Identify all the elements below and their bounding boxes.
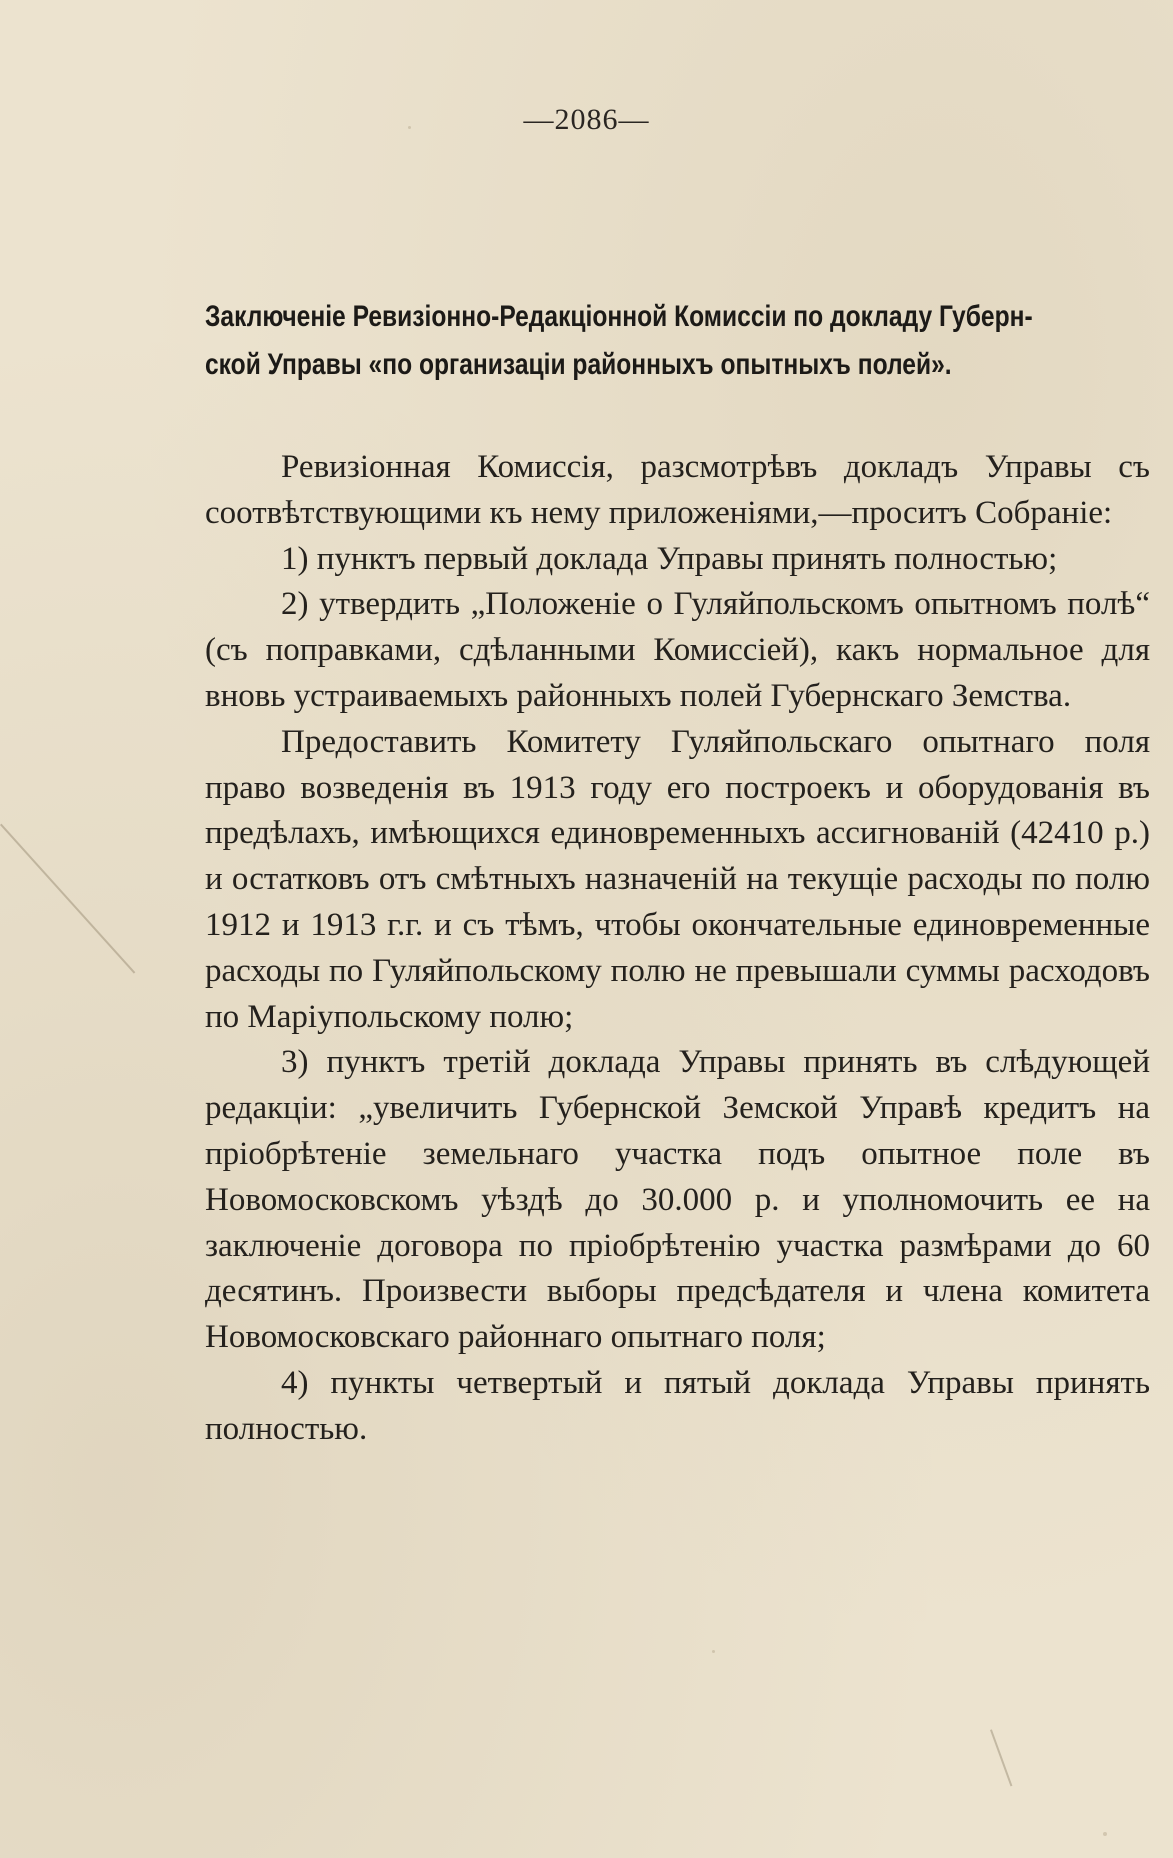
paper-speck xyxy=(712,1650,715,1653)
paper-crease xyxy=(990,1729,1012,1786)
item-2-paragraph: 2) утвердить „Положеніе о Гуляйпольскомъ опытномъ полѣ“ (съ поправками, сдѣланными Комиссіей), какъ нормальное для вновь устраиваемыхъ районныхъ полей Губернскаго Земства. xyxy=(205,586,1150,714)
paper-speck xyxy=(1103,1832,1107,1836)
page-number: —2086— xyxy=(523,103,650,136)
heading-line: Заключеніе Ревизіонно-Редакціонной Комиссіи по докладу Губерн- xyxy=(205,300,1033,333)
item-3-paragraph: 3) пунктъ третій доклада Управы принять въ слѣдующей редакціи: „увеличить Губернской Земской Управѣ кредитъ на пріобрѣтеніе земельнаго участка подъ опытное поле въ Новомосковскомъ уѣздѣ до 30.000 р. и уполномочить ее на заключеніе договора по пріобрѣтенію участка размѣрами до 60 десятинъ. Произвести выборы предсѣдателя и члена комитета Новомосковскаго районнаго опытнаго поля; xyxy=(205,1044,1150,1356)
document-body xyxy=(205,445,1150,1453)
item-1-paragraph: 1) пунктъ первый доклада Управы принять полностью; xyxy=(281,540,1058,577)
heading-line: ской Управы «по организаціи районныхъ опытныхъ полей». xyxy=(205,348,952,381)
paper-crease xyxy=(0,824,135,974)
intro-paragraph: Ревизіонная Комиссія, разсмотрѣвъ докладъ Управы съ соотвѣтствующими къ нему приложеніями,—проситъ Собраніе: xyxy=(205,449,1150,531)
item-2-continuation-paragraph: Предоставить Комитету Гуляйпольскаго опытнаго поля право возведенія въ 1913 году его построекъ и оборудованія въ предѣлахъ, имѣющихся единовременныхъ ассигнованій (42410 р.) и остатковъ отъ смѣтныхъ назначеній на текущіе расходы по полю 1912 и 1913 г.г. и съ тѣмъ, чтобы окончательные единовременные расходы по Гуляйпольскому полю не превышали суммы расходовъ по Маріупольскому полю; xyxy=(205,723,1150,1035)
item-4-paragraph: 4) пункты четвертый и пятый доклада Управы принять полностью. xyxy=(205,1364,1150,1447)
section-heading xyxy=(205,293,1148,389)
